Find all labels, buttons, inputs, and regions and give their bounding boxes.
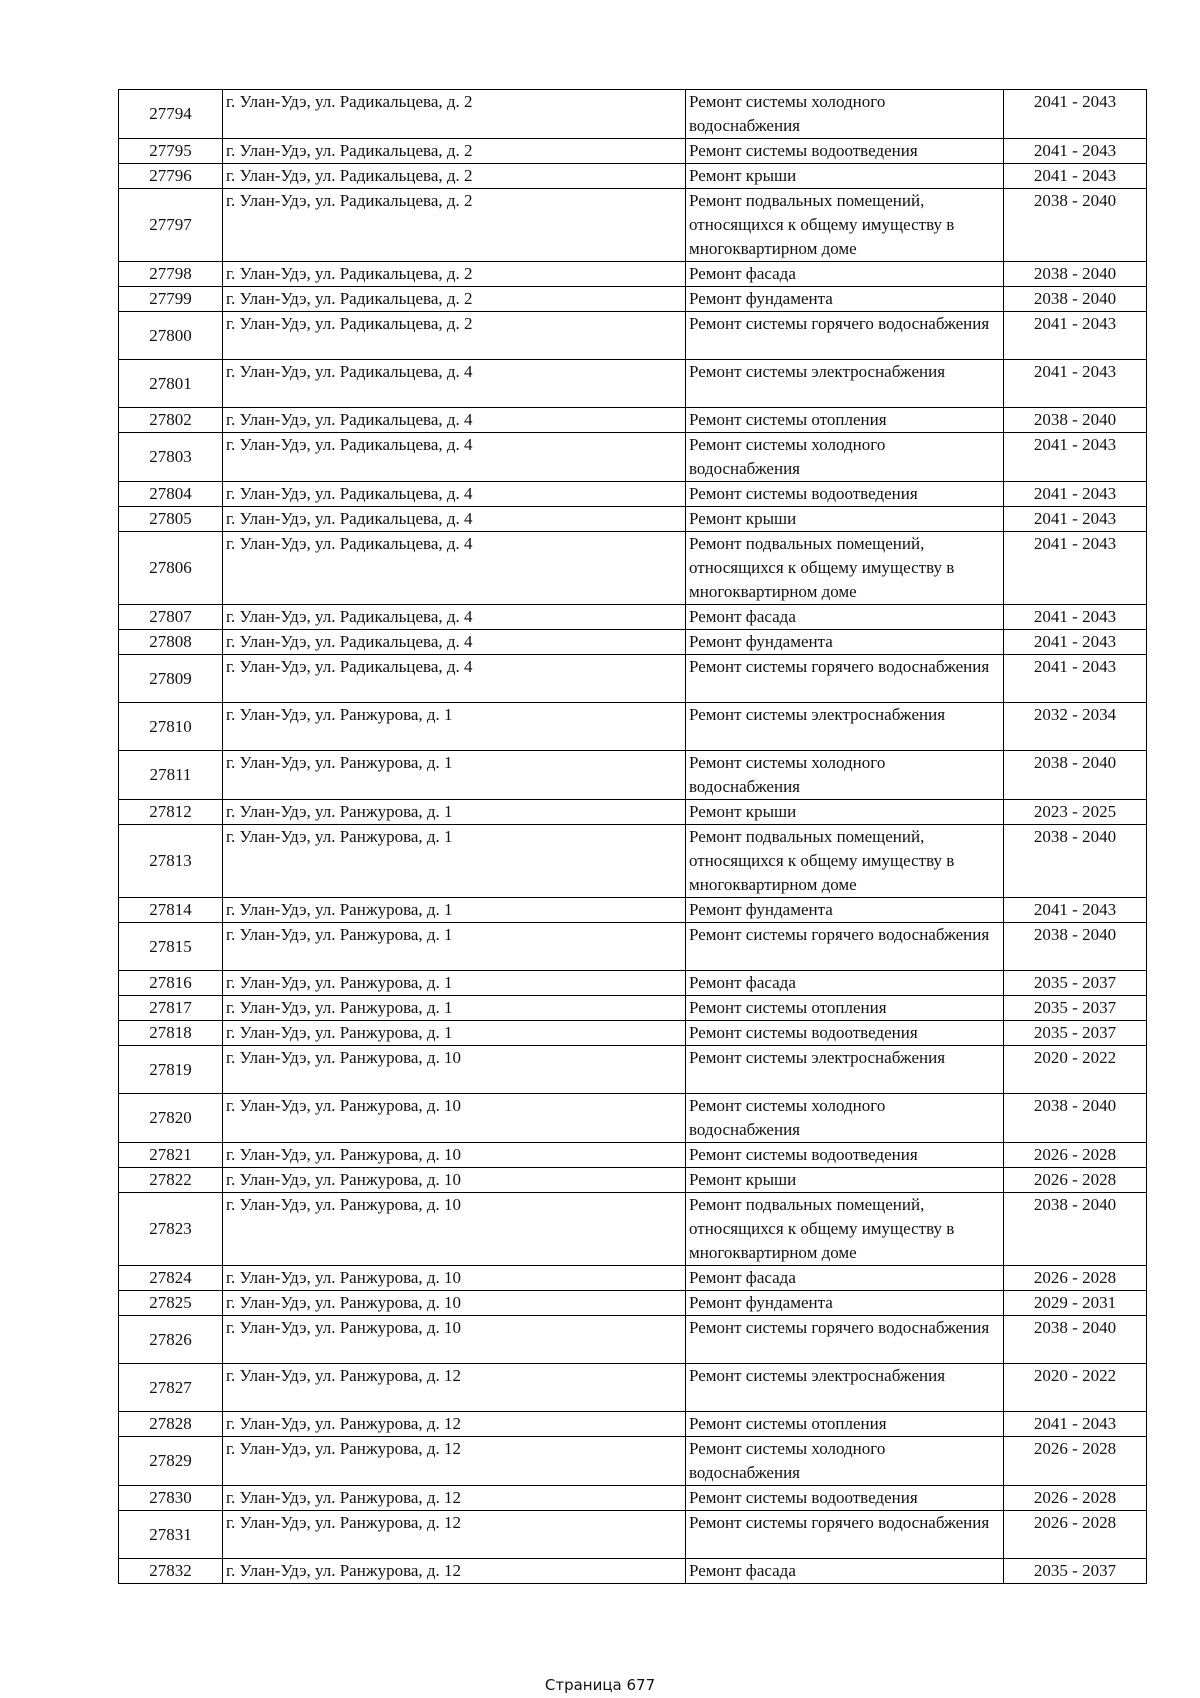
- row-number-cell: 27809: [119, 655, 223, 703]
- row-number-cell: 27829: [119, 1437, 223, 1486]
- work-type-cell: Ремонт системы горячего водоснабжения: [686, 655, 1004, 703]
- period-cell: 2038 - 2040: [1004, 262, 1147, 287]
- work-type-cell: Ремонт системы холодного водоснабжения: [686, 751, 1004, 800]
- table-row: [119, 1412, 1147, 1437]
- table-row: [119, 1437, 1147, 1486]
- work-type-cell: Ремонт фасада: [686, 971, 1004, 996]
- work-type-cell: Ремонт системы электроснабжения: [686, 1046, 1004, 1094]
- work-type-cell: Ремонт фасада: [686, 1266, 1004, 1291]
- work-type-cell: Ремонт системы холодного водоснабжения: [686, 1094, 1004, 1143]
- table-row: [119, 482, 1147, 507]
- period-cell: 2032 - 2034: [1004, 703, 1147, 751]
- period-cell: 2041 - 2043: [1004, 507, 1147, 532]
- work-type-cell: Ремонт подвальных помещений, относящихся к общему имуществу в многоквартирном доме: [686, 532, 1004, 605]
- table-row: [119, 262, 1147, 287]
- row-number-cell: 27827: [119, 1364, 223, 1412]
- address-cell: г. Улан-Удэ, ул. Ранжурова, д. 10: [223, 1168, 686, 1193]
- row-number-cell: 27801: [119, 360, 223, 408]
- address-cell: г. Улан-Удэ, ул. Радикальцева, д. 4: [223, 482, 686, 507]
- row-number-cell: 27818: [119, 1021, 223, 1046]
- work-type-cell: Ремонт подвальных помещений, относящихся к общему имуществу в многоквартирном доме: [686, 189, 1004, 262]
- work-type-cell: Ремонт фасада: [686, 262, 1004, 287]
- row-number-cell: 27813: [119, 825, 223, 898]
- period-cell: 2041 - 2043: [1004, 605, 1147, 630]
- period-cell: 2026 - 2028: [1004, 1511, 1147, 1559]
- work-type-cell: Ремонт системы водоотведения: [686, 482, 1004, 507]
- address-cell: г. Улан-Удэ, ул. Радикальцева, д. 2: [223, 312, 686, 360]
- period-cell: 2041 - 2043: [1004, 312, 1147, 360]
- work-type-cell: Ремонт системы горячего водоснабжения: [686, 1511, 1004, 1559]
- address-cell: г. Улан-Удэ, ул. Ранжурова, д. 12: [223, 1364, 686, 1412]
- table-row: [119, 1143, 1147, 1168]
- work-type-cell: Ремонт системы отопления: [686, 1412, 1004, 1437]
- period-cell: 2035 - 2037: [1004, 971, 1147, 996]
- address-cell: г. Улан-Удэ, ул. Ранжурова, д. 10: [223, 1266, 686, 1291]
- work-type-cell: Ремонт системы электроснабжения: [686, 1364, 1004, 1412]
- address-cell: г. Улан-Удэ, ул. Ранжурова, д. 12: [223, 1511, 686, 1559]
- period-cell: 2038 - 2040: [1004, 1193, 1147, 1266]
- period-cell: 2023 - 2025: [1004, 800, 1147, 825]
- work-type-cell: Ремонт фасада: [686, 605, 1004, 630]
- work-type-cell: Ремонт крыши: [686, 164, 1004, 189]
- work-type-cell: Ремонт фасада: [686, 1559, 1004, 1584]
- row-number-cell: 27814: [119, 898, 223, 923]
- address-cell: г. Улан-Удэ, ул. Радикальцева, д. 4: [223, 360, 686, 408]
- period-cell: 2035 - 2037: [1004, 996, 1147, 1021]
- period-cell: 2026 - 2028: [1004, 1143, 1147, 1168]
- table-row: [119, 751, 1147, 800]
- row-number-cell: 27825: [119, 1291, 223, 1316]
- period-cell: 2041 - 2043: [1004, 482, 1147, 507]
- period-cell: 2041 - 2043: [1004, 655, 1147, 703]
- work-type-cell: Ремонт системы горячего водоснабжения: [686, 312, 1004, 360]
- period-cell: 2041 - 2043: [1004, 532, 1147, 605]
- table-row: [119, 312, 1147, 360]
- row-number-cell: 27807: [119, 605, 223, 630]
- period-cell: 2029 - 2031: [1004, 1291, 1147, 1316]
- address-cell: г. Улан-Удэ, ул. Ранжурова, д. 1: [223, 971, 686, 996]
- address-cell: г. Улан-Удэ, ул. Ранжурова, д. 12: [223, 1412, 686, 1437]
- period-cell: 2038 - 2040: [1004, 825, 1147, 898]
- work-type-cell: Ремонт системы водоотведения: [686, 1021, 1004, 1046]
- table-row: [119, 433, 1147, 482]
- table-row: [119, 139, 1147, 164]
- row-number-cell: 27821: [119, 1143, 223, 1168]
- work-type-cell: Ремонт фундамента: [686, 287, 1004, 312]
- address-cell: г. Улан-Удэ, ул. Ранжурова, д. 10: [223, 1094, 686, 1143]
- work-type-cell: Ремонт системы водоотведения: [686, 139, 1004, 164]
- table-row: [119, 1291, 1147, 1316]
- address-cell: г. Улан-Удэ, ул. Радикальцева, д. 4: [223, 630, 686, 655]
- address-cell: г. Улан-Удэ, ул. Радикальцева, д. 4: [223, 655, 686, 703]
- row-number-cell: 27823: [119, 1193, 223, 1266]
- table-row: [119, 1168, 1147, 1193]
- address-cell: г. Улан-Удэ, ул. Ранжурова, д. 1: [223, 751, 686, 800]
- table-row: [119, 1266, 1147, 1291]
- address-cell: г. Улан-Удэ, ул. Ранжурова, д. 10: [223, 1046, 686, 1094]
- table-row: [119, 971, 1147, 996]
- work-type-cell: Ремонт крыши: [686, 800, 1004, 825]
- address-cell: г. Улан-Удэ, ул. Ранжурова, д. 1: [223, 703, 686, 751]
- work-type-cell: Ремонт подвальных помещений, относящихся к общему имуществу в многоквартирном доме: [686, 1193, 1004, 1266]
- work-type-cell: Ремонт системы холодного водоснабжения: [686, 90, 1004, 139]
- period-cell: 2026 - 2028: [1004, 1266, 1147, 1291]
- work-type-cell: Ремонт крыши: [686, 1168, 1004, 1193]
- table-row: [119, 1511, 1147, 1559]
- work-type-cell: Ремонт фундамента: [686, 630, 1004, 655]
- table-row: [119, 408, 1147, 433]
- table-row: [119, 1364, 1147, 1412]
- work-type-cell: Ремонт системы холодного водоснабжения: [686, 433, 1004, 482]
- work-type-cell: Ремонт системы горячего водоснабжения: [686, 923, 1004, 971]
- table-row: [119, 605, 1147, 630]
- table-row: [119, 1559, 1147, 1584]
- row-number-cell: 27796: [119, 164, 223, 189]
- table-row: [119, 655, 1147, 703]
- row-number-cell: 27812: [119, 800, 223, 825]
- period-cell: 2041 - 2043: [1004, 1412, 1147, 1437]
- row-number-cell: 27831: [119, 1511, 223, 1559]
- row-number-cell: 27826: [119, 1316, 223, 1364]
- address-cell: г. Улан-Удэ, ул. Радикальцева, д. 4: [223, 433, 686, 482]
- row-number-cell: 27828: [119, 1412, 223, 1437]
- row-number-cell: 27832: [119, 1559, 223, 1584]
- period-cell: 2038 - 2040: [1004, 408, 1147, 433]
- row-number-cell: 27820: [119, 1094, 223, 1143]
- period-cell: 2035 - 2037: [1004, 1559, 1147, 1584]
- address-cell: г. Улан-Удэ, ул. Радикальцева, д. 4: [223, 507, 686, 532]
- address-cell: г. Улан-Удэ, ул. Ранжурова, д. 1: [223, 923, 686, 971]
- row-number-cell: 27808: [119, 630, 223, 655]
- address-cell: г. Улан-Удэ, ул. Ранжурова, д. 10: [223, 1291, 686, 1316]
- work-type-cell: Ремонт фундамента: [686, 1291, 1004, 1316]
- address-cell: г. Улан-Удэ, ул. Ранжурова, д. 1: [223, 825, 686, 898]
- table-row: [119, 189, 1147, 262]
- row-number-cell: 27810: [119, 703, 223, 751]
- table-row: [119, 532, 1147, 605]
- period-cell: 2038 - 2040: [1004, 287, 1147, 312]
- row-number-cell: 27806: [119, 532, 223, 605]
- address-cell: г. Улан-Удэ, ул. Ранжурова, д. 10: [223, 1143, 686, 1168]
- period-cell: 2041 - 2043: [1004, 898, 1147, 923]
- row-number-cell: 27822: [119, 1168, 223, 1193]
- table-body: [119, 90, 1147, 1584]
- row-number-cell: 27815: [119, 923, 223, 971]
- work-type-cell: Ремонт подвальных помещений, относящихся к общему имуществу в многоквартирном доме: [686, 825, 1004, 898]
- table-row: [119, 1094, 1147, 1143]
- row-number-cell: 27816: [119, 971, 223, 996]
- row-number-cell: 27824: [119, 1266, 223, 1291]
- row-number-cell: 27817: [119, 996, 223, 1021]
- address-cell: г. Улан-Удэ, ул. Ранжурова, д. 1: [223, 898, 686, 923]
- period-cell: 2041 - 2043: [1004, 360, 1147, 408]
- work-type-cell: Ремонт системы отопления: [686, 996, 1004, 1021]
- row-number-cell: 27799: [119, 287, 223, 312]
- row-number-cell: 27805: [119, 507, 223, 532]
- work-type-cell: Ремонт системы электроснабжения: [686, 360, 1004, 408]
- table-row: [119, 1193, 1147, 1266]
- row-number-cell: 27811: [119, 751, 223, 800]
- table-row: [119, 1046, 1147, 1094]
- table-row: [119, 90, 1147, 139]
- table-row: [119, 898, 1147, 923]
- row-number-cell: 27798: [119, 262, 223, 287]
- address-cell: г. Улан-Удэ, ул. Радикальцева, д. 4: [223, 532, 686, 605]
- period-cell: 2026 - 2028: [1004, 1486, 1147, 1511]
- address-cell: г. Улан-Удэ, ул. Радикальцева, д. 4: [223, 408, 686, 433]
- table-row: [119, 164, 1147, 189]
- table-row: [119, 1021, 1147, 1046]
- address-cell: г. Улан-Удэ, ул. Радикальцева, д. 4: [223, 605, 686, 630]
- period-cell: 2038 - 2040: [1004, 189, 1147, 262]
- period-cell: 2041 - 2043: [1004, 433, 1147, 482]
- work-type-cell: Ремонт системы водоотведения: [686, 1143, 1004, 1168]
- period-cell: 2041 - 2043: [1004, 164, 1147, 189]
- row-number-cell: 27800: [119, 312, 223, 360]
- period-cell: 2038 - 2040: [1004, 1316, 1147, 1364]
- work-type-cell: Ремонт фундамента: [686, 898, 1004, 923]
- row-number-cell: 27795: [119, 139, 223, 164]
- period-cell: 2041 - 2043: [1004, 630, 1147, 655]
- period-cell: 2038 - 2040: [1004, 923, 1147, 971]
- work-type-cell: Ремонт системы холодного водоснабжения: [686, 1437, 1004, 1486]
- period-cell: 2035 - 2037: [1004, 1021, 1147, 1046]
- row-number-cell: 27804: [119, 482, 223, 507]
- work-type-cell: Ремонт системы отопления: [686, 408, 1004, 433]
- address-cell: г. Улан-Удэ, ул. Ранжурова, д. 1: [223, 800, 686, 825]
- row-number-cell: 27797: [119, 189, 223, 262]
- address-cell: г. Улан-Удэ, ул. Ранжурова, д. 12: [223, 1486, 686, 1511]
- work-type-cell: Ремонт системы электроснабжения: [686, 703, 1004, 751]
- address-cell: г. Улан-Удэ, ул. Ранжурова, д. 10: [223, 1316, 686, 1364]
- row-number-cell: 27803: [119, 433, 223, 482]
- address-cell: г. Улан-Удэ, ул. Радикальцева, д. 2: [223, 262, 686, 287]
- table-row: [119, 825, 1147, 898]
- row-number-cell: 27819: [119, 1046, 223, 1094]
- table-row: [119, 703, 1147, 751]
- table-row: [119, 1486, 1147, 1511]
- work-type-cell: Ремонт крыши: [686, 507, 1004, 532]
- work-type-cell: Ремонт системы водоотведения: [686, 1486, 1004, 1511]
- repair-schedule-table: [118, 89, 1147, 1584]
- period-cell: 2020 - 2022: [1004, 1046, 1147, 1094]
- row-number-cell: 27802: [119, 408, 223, 433]
- table-row: [119, 360, 1147, 408]
- address-cell: г. Улан-Удэ, ул. Ранжурова, д. 1: [223, 996, 686, 1021]
- table-row: [119, 923, 1147, 971]
- row-number-cell: 27830: [119, 1486, 223, 1511]
- address-cell: г. Улан-Удэ, ул. Радикальцева, д. 2: [223, 287, 686, 312]
- period-cell: 2026 - 2028: [1004, 1168, 1147, 1193]
- table-row: [119, 287, 1147, 312]
- address-cell: г. Улан-Удэ, ул. Ранжурова, д. 1: [223, 1021, 686, 1046]
- work-type-cell: Ремонт системы горячего водоснабжения: [686, 1316, 1004, 1364]
- table-row: [119, 1316, 1147, 1364]
- address-cell: г. Улан-Удэ, ул. Радикальцева, д. 2: [223, 164, 686, 189]
- address-cell: г. Улан-Удэ, ул. Ранжурова, д. 12: [223, 1437, 686, 1486]
- period-cell: 2041 - 2043: [1004, 139, 1147, 164]
- table-row: [119, 507, 1147, 532]
- period-cell: 2020 - 2022: [1004, 1364, 1147, 1412]
- period-cell: 2038 - 2040: [1004, 1094, 1147, 1143]
- address-cell: г. Улан-Удэ, ул. Радикальцева, д. 2: [223, 189, 686, 262]
- address-cell: г. Улан-Удэ, ул. Ранжурова, д. 12: [223, 1559, 686, 1584]
- address-cell: г. Улан-Удэ, ул. Ранжурова, д. 10: [223, 1193, 686, 1266]
- page-number: Страница 677: [544, 1676, 656, 1694]
- table-row: [119, 800, 1147, 825]
- table-row: [119, 630, 1147, 655]
- period-cell: 2041 - 2043: [1004, 90, 1147, 139]
- address-cell: г. Улан-Удэ, ул. Радикальцева, д. 2: [223, 90, 686, 139]
- table-row: [119, 996, 1147, 1021]
- period-cell: 2026 - 2028: [1004, 1437, 1147, 1486]
- row-number-cell: 27794: [119, 90, 223, 139]
- address-cell: г. Улан-Удэ, ул. Радикальцева, д. 2: [223, 139, 686, 164]
- period-cell: 2038 - 2040: [1004, 751, 1147, 800]
